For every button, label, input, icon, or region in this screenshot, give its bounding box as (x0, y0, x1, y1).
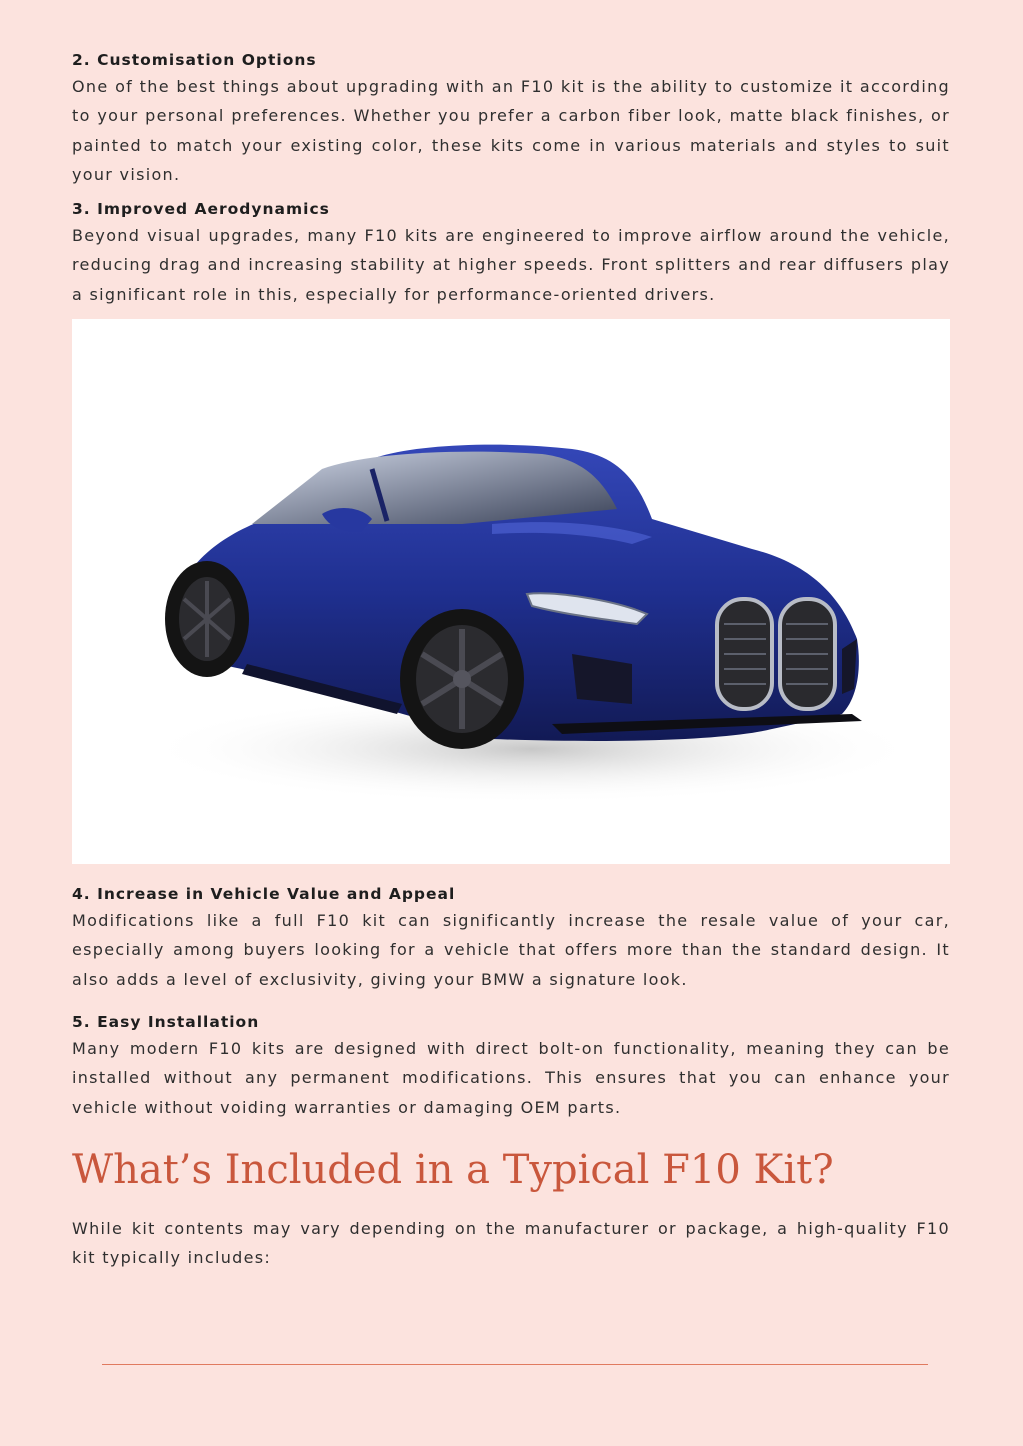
section-body-aerodynamics: Beyond visual upgrades, many F10 kits are engineered to improve airflow around the vehicle, reducing drag and increasing stability at higher speeds. Front splitters and rear diffusers play a significant role in this, especially for performance-oriented drivers. (72, 226, 950, 304)
section-title-customisation: 2. Customisation Options (72, 51, 317, 69)
section-body-customisation: One of the best things about upgrading with an F10 kit is the ability to customize it according to your personal preferences. Whether you prefer a carbon fiber look, matte black finishes, or painted to match your existing color, these kits come in various materials and styles to suit your vision. (72, 77, 950, 184)
footer-divider (102, 1364, 928, 1365)
blue-bmw-car-illustration (72, 319, 950, 864)
included-intro: While kit contents may vary depending on the manufacturer or package, a high-quality F10 kit typically includes: (72, 1218, 950, 1268)
car-image (72, 319, 950, 864)
section-body-easy-installation: Many modern F10 kits are designed with direct bolt-on functionality, meaning they can be installed without any permanent modifications. This ensures that you can enhance your vehicle without voiding warranties or damaging OEM parts. (72, 1038, 950, 1117)
document-page (72, 48, 950, 1272)
section-title-easy-installation: 5. Easy Installation (72, 1012, 260, 1031)
section-body-vehicle-value: Modifications like a full F10 kit can significantly increase the resale value of your car, especially among buyers looking for a vehicle that offers more than the standard design. It also adds a level of exclusivity, giving your BMW a signature look. (72, 911, 950, 989)
section-title-aerodynamics: 3. Improved Aerodynamics (72, 200, 330, 219)
included-heading: What’s Included in a Typical F10 Kit? (72, 1146, 834, 1193)
section-title-vehicle-value: 4. Increase in Vehicle Value and Appeal (72, 885, 456, 904)
